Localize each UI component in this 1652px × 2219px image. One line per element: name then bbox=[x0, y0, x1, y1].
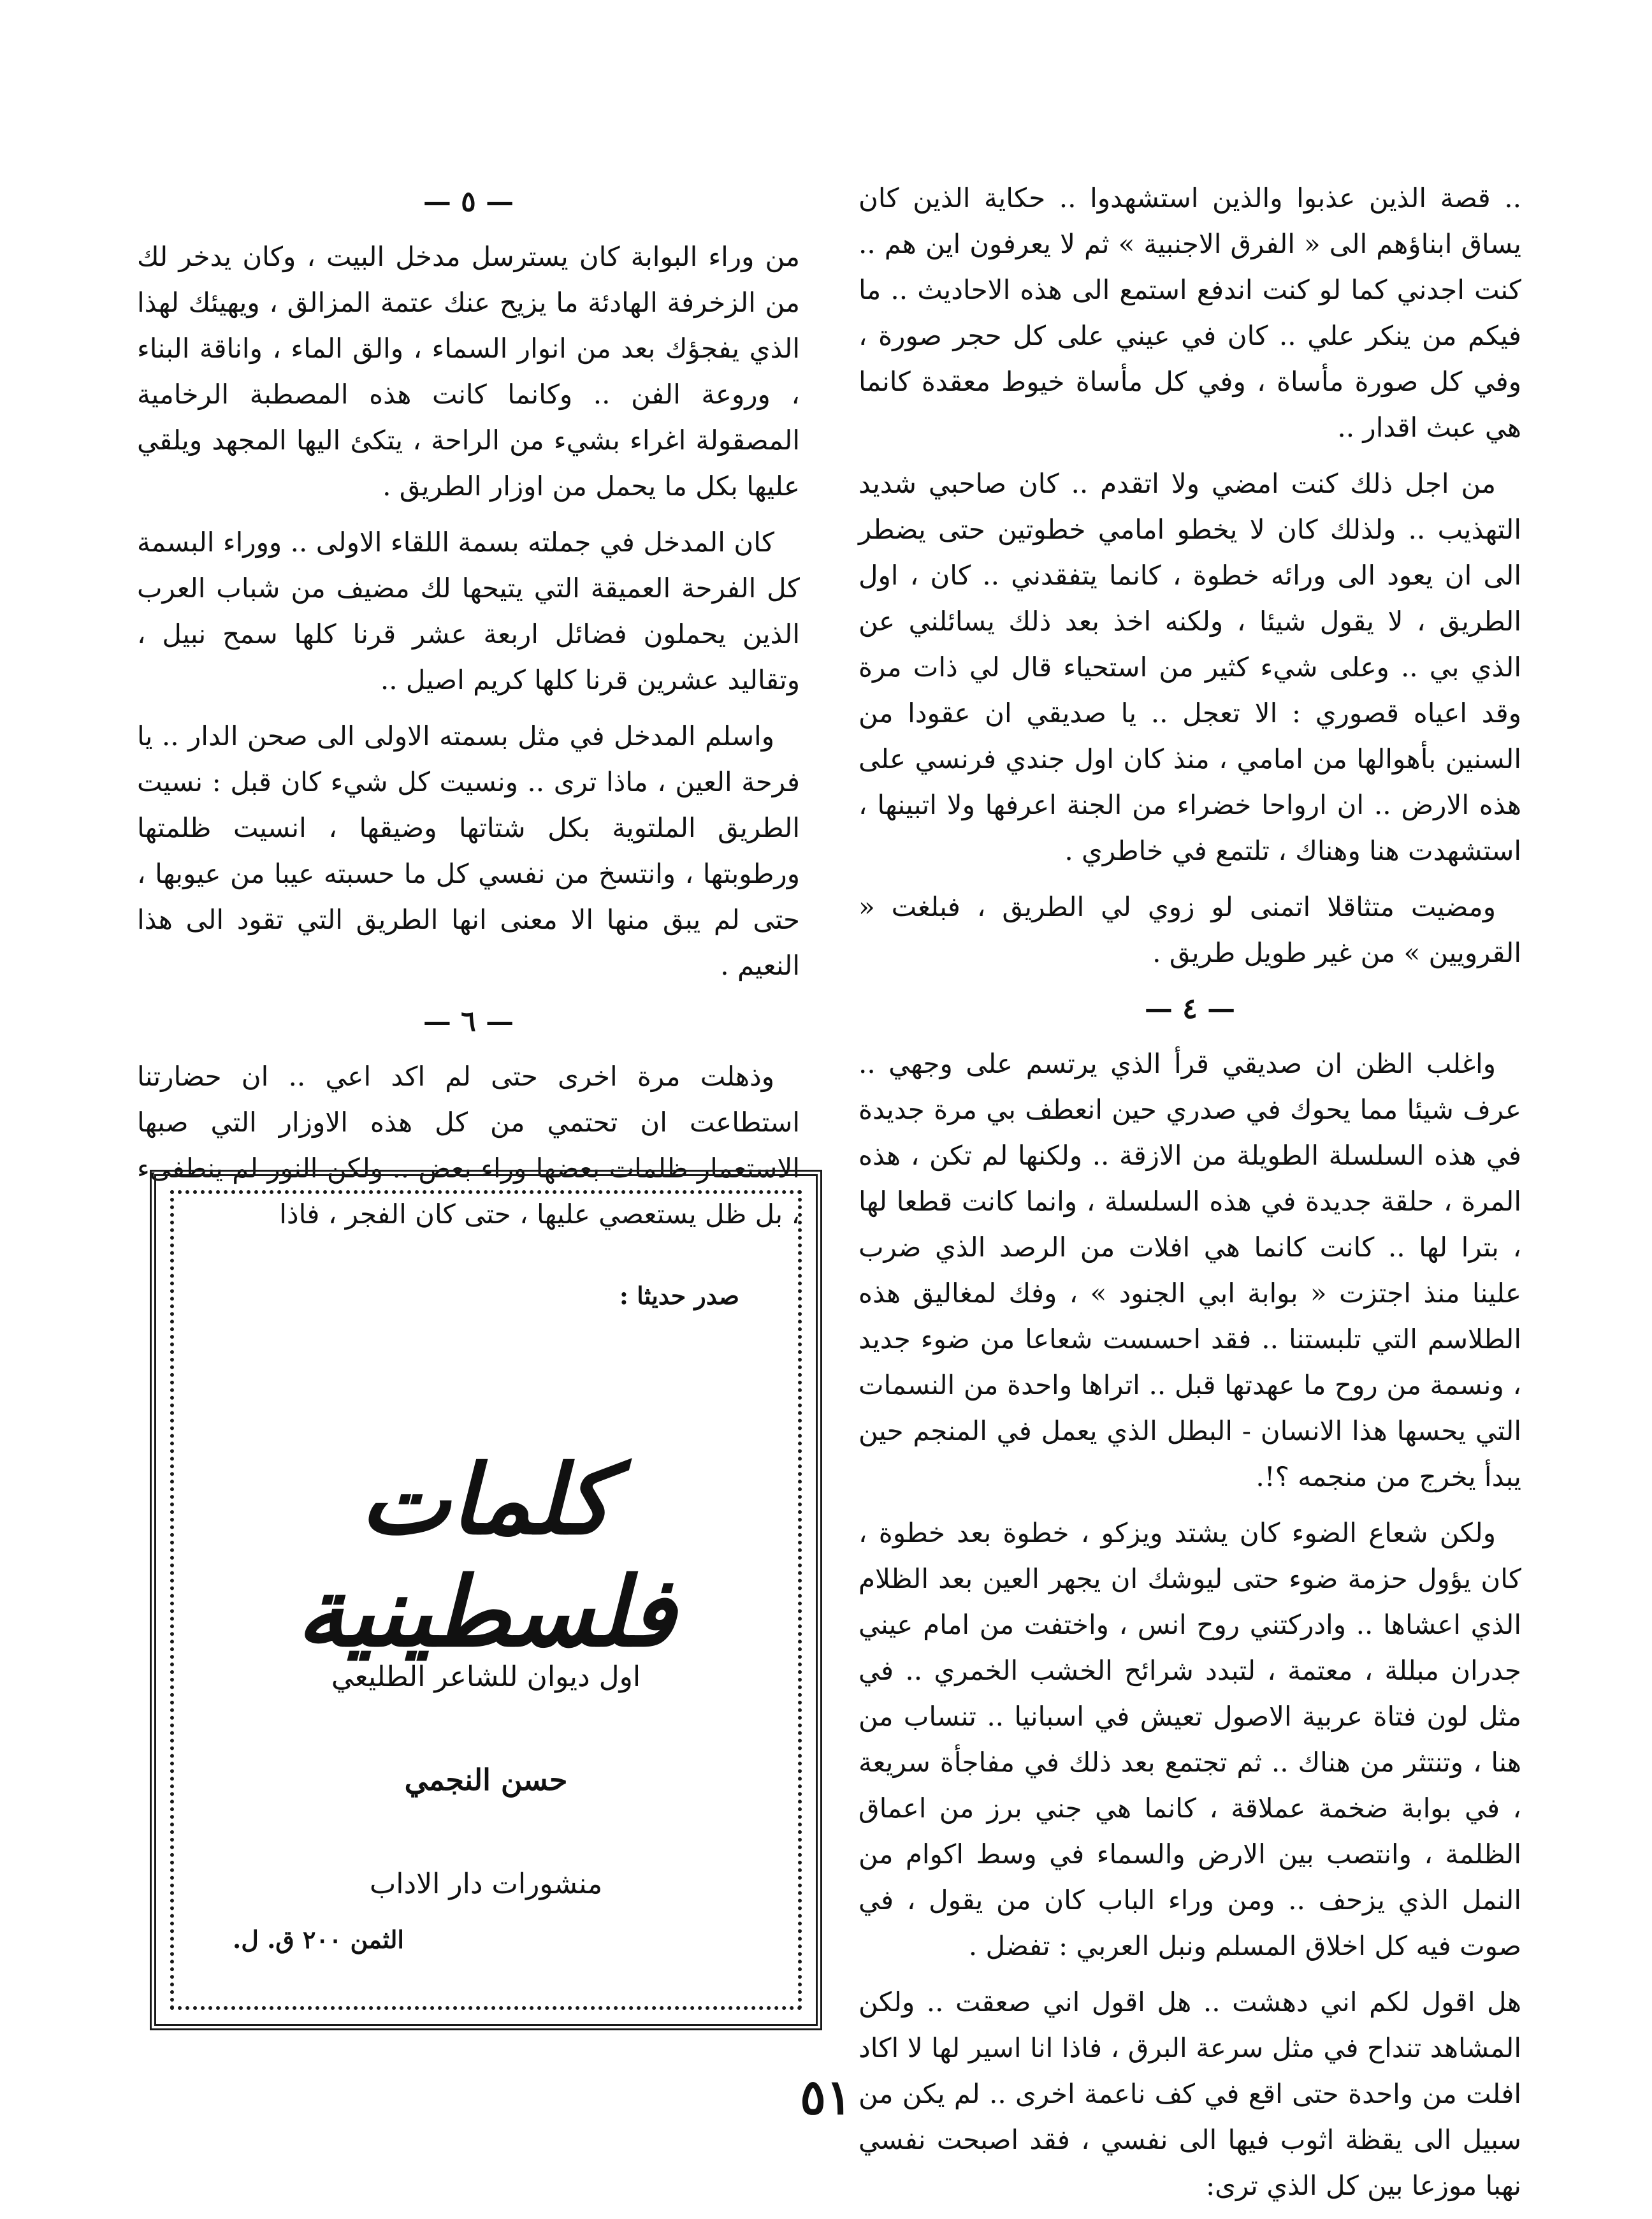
paragraph: من وراء البوابة كان يسترسل مدخل البيت ، وكان يدخر لك من الزخرفة الهادئة ما يزيح عنك عتمة المزالق ، ويهيئك لهذا الذي يفجؤك بعد من انوار السماء ، والق الماء ، واناقة البناء ، وروعة الفن .. وكانما كانت هذه المصطبة الرخامية المصقولة اغراء بشيء من الراحة ، يتكئ اليها المجهد ويلقي عليها بكل ما يحمل من اوزار الطريق . bbox=[137, 241, 800, 502]
paragraph: ومضيت متثاقلا اتمنى لو زوي لي الطريق ، فبلغت « القرويين » من غير طويل طريق . bbox=[859, 891, 1521, 968]
section-heading-4: — ٤ — bbox=[1144, 993, 1236, 1025]
book-subtitle: اول ديوان للشاعر الطليعي bbox=[331, 1661, 641, 1693]
book-publisher: منشورات دار الاداب bbox=[369, 1868, 603, 1900]
section-heading-6: — ٦ — bbox=[423, 1005, 514, 1038]
book-price: الثمن ٢٠٠ ق. ل. bbox=[233, 1925, 404, 1954]
ad-label: صدر حديثا : bbox=[619, 1281, 739, 1310]
paragraph: ولكن شعاع الضوء كان يشتد ويزكو ، خطوة بعد خطوة ، كان يؤول حزمة ضوء حتى ليوشك ان يجهر العين بعد الظلام الذي اعشاها .. وادركتني روح انس ، واختفت من امام عيني جدران مبللة ، معتمة ، لتبدد شرائح الخشب الخمري .. في مثل لون فتاة عربية الاصول تعيش في اسبانيا .. تنساب من هنا ، وتنتثر من هناك .. ثم تجتمع بعد ذلك في مفاجأة سريعة ، في بوابة ضخمة عملاقة ، كانما هي جني برز من اعماق الظلمة ، وانتصب بين الارض والسماء في وسط اكوام من النمل الذي يزحف .. ومن وراء الباب كان من يقول ، في صوت فيه كل اخلاق المسلم ونبل العربي : تفضل . bbox=[859, 1517, 1521, 1961]
paragraph: واغلب الظن ان صديقي قرأ الذي يرتسم على وجهي .. عرف شيئا مما يحوك في صدري حين انعطف بي مرة جديدة في هذه السلسلة الطويلة من الازقة .. ولكنها لم تكن ، هذه المرة ، حلقة جديدة في هذه السلسلة ، وانما كانت قطعا لها ، بترا لها .. كانت كانما هي افلات من الرصد الذي ضرب علينا منذ اجتزت « بوابة ابي الجنود » ، وفك لمغاليق هذه الطلاسم التي تلبستنا .. فقد احسست شعاعا من ضوء جديد ، ونسمة من روح ما عهدتها قبل .. اتراها واحدة من النسمات التي يحسها هذا الانسان - البطل الذي يعمل في المنجم حين يبدأ يخرج من منجمه ؟!. bbox=[859, 1048, 1521, 1492]
page-number: ٥١ bbox=[800, 2069, 852, 2125]
paragraph: واسلم المدخل في مثل بسمته الاولى الى صحن الدار .. يا فرحة العين ، ماذا ترى .. ونسيت كل شيء كان قبل : نسيت الطريق الملتوية بكل شتاتها وضيقها ، انسيت ظلمتها ورطوبتها ، وانتسخ من نفسي كل ما حسبته عيبا من عيوبها ، حتى لم يبق منها الا معنى انها الطريق التي تقود الى هذا النعيم . bbox=[137, 720, 800, 981]
paragraph: من اجل ذلك كنت امضي ولا اتقدم .. كان صاحبي شديد التهذيب .. ولذلك كان لا يخطو امامي خطوتين حتى يضطر الى ان يعود الى ورائه خطوة ، كانما يتفقدني .. كان ، اول الطريق ، لا يقول شيئا ، ولكنه اخذ بعد ذلك يسائلني عن الذي بي .. وعلى شيء كثير من استحياء قال لي ذات مرة وقد اعياه قصوري : الا تعجل .. يا صديقي ان عقودا من السنين بأهوالها من امامي ، منذ كان اول جندي فرنسي على هذه الارض .. ان ارواحا خضراء من الجنة اعرفها ولا اتبينها ، استشهدت هنا وهناك ، تلتمع في خاطري . bbox=[859, 468, 1521, 866]
paragraph: وذهلت مرة اخرى حتى لم اكد اعي .. ان حضارتنا استطاعت ان تحتمي من كل هذه الاوزار التي صبها الاستعمار ظلمات بعضها وراء بعض .. ولكن النور لم ينطفىء ، بل ظل يستعصي عليها ، حتى كان الفجر ، فاذا bbox=[137, 1061, 800, 1230]
book-title: كلمات فلسطينية bbox=[296, 1444, 676, 1668]
paragraph: هل اقول لكم اني دهشت .. هل اقول اني صعقت .. ولكن المشاهد تنداح في مثل سرعة البرق ، فاذا انا اسير لها لا اكاد افلت من واحدة حتى اقع في كف ناعمة اخرى .. لم يكن من سبيل الى يقظة اثوب فيها الى نفسي ، فقد اصبحت نفسي نهبا موزعا بين كل الذي ترى: bbox=[859, 1986, 1521, 2201]
paragraph: كان المدخل في جملته بسمة اللقاء الاولى .. ووراء البسمة كل الفرحة العميقة التي يتيحها لك مضيف من شباب العرب الذين يحملون فضائل اربعة عشر قرنا كلها سمح نبيل ، وتقاليد عشرين قرنا كلها كريم اصيل .. bbox=[137, 527, 800, 695]
book-advertisement bbox=[150, 1170, 822, 2030]
left-column bbox=[137, 175, 800, 1248]
section-heading-5: — ٥ — bbox=[423, 186, 514, 218]
book-author: حسن النجمي bbox=[404, 1763, 568, 1797]
paragraph: .. قصة الذين عذبوا والذين استشهدوا .. حكاية الذين كان يساق ابناؤهم الى « الفرق الاجنبية » ثم لا يعرفون اين هم .. كنت اجدني كما لو كنت اندفع استمع الى هذه الاحاديث .. ما فيكم من ينكر علي .. كان في عيني على كل حجر صورة ، وفي كل صورة مأساة ، وفي كل مأساة خيوط معقدة كانما هي عبث اقدار .. bbox=[859, 182, 1521, 443]
right-column bbox=[859, 175, 1521, 2219]
